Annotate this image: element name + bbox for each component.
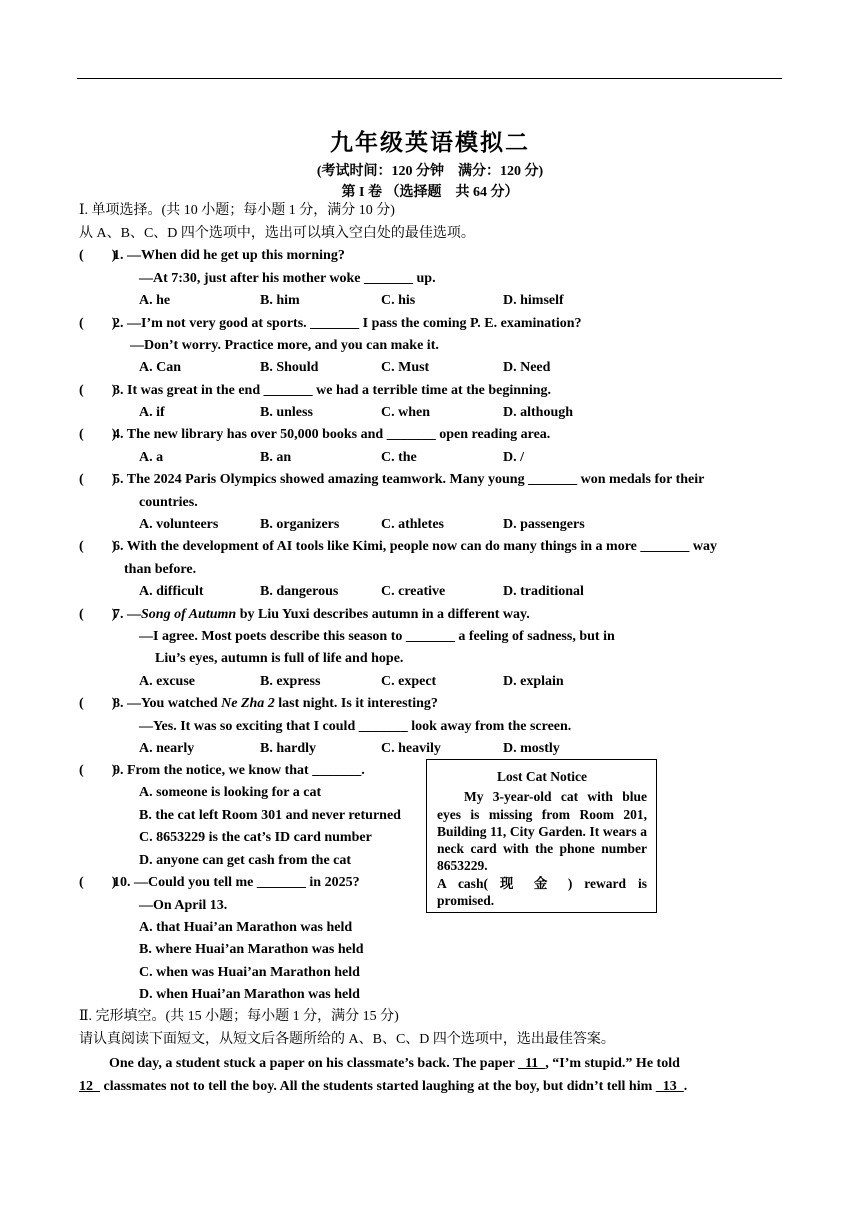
notice-title: Lost Cat Notice <box>497 769 587 784</box>
answer-paren[interactable]: ( ) <box>79 472 117 487</box>
q8-movie-title: Ne Zha 2 <box>221 696 275 711</box>
option-c[interactable]: C. heavily <box>381 741 441 756</box>
answer-paren[interactable]: ( ) <box>79 427 117 442</box>
option-c[interactable]: C. when <box>381 405 431 420</box>
option-a[interactable]: A. difficult <box>139 584 204 599</box>
section2-instruction: 请认真阅读下面短文，从短文后各题所给的 A、B、C、D 四个选项中，选出最佳答案。 <box>79 1032 615 1047</box>
question-10-reply: —On April 13. <box>139 898 228 913</box>
q8-pre: 8. —You watched <box>113 696 222 711</box>
option-b[interactable]: B. him <box>260 293 300 308</box>
option-d[interactable]: D. when Huai’an Marathon was held <box>139 987 360 1002</box>
option-c[interactable]: C. expect <box>381 674 437 689</box>
question-2-reply: —Don’t worry. Practice more, and you can make it. <box>130 338 439 353</box>
option-a[interactable]: A. a <box>139 450 164 465</box>
option-b[interactable]: B. unless <box>260 405 313 420</box>
option-b[interactable]: B. organizers <box>260 517 340 532</box>
question-9-stem: 9. From the notice, we know that _______. <box>113 763 365 778</box>
answer-paren[interactable]: ( ) <box>79 607 117 622</box>
option-b[interactable]: B. the cat left Room 301 and never returned <box>139 808 401 823</box>
section1-heading: Ⅰ. 单项选择。(共 10 小题；每小题 1 分，满分 10 分) <box>79 203 395 218</box>
question-6-stem: 6. With the development of AI tools like Kimi, people now can do many things in a more _______ way <box>113 539 717 554</box>
header-rule <box>77 78 782 79</box>
passage-line-2 <box>79 1078 687 1096</box>
option-d[interactable]: D. Need <box>503 360 551 375</box>
option-c[interactable]: C. the <box>381 450 417 465</box>
option-a[interactable]: A. he <box>139 293 171 308</box>
page-title: 九年级英语模拟二 <box>330 129 530 156</box>
answer-paren[interactable]: ( ) <box>79 539 117 554</box>
blank-11[interactable]: 11 <box>518 1056 546 1071</box>
option-d[interactable]: D. passengers <box>503 517 585 532</box>
option-b[interactable]: B. express <box>260 674 321 689</box>
exam-info: (考试时间：120 分钟 满分：120 分) <box>316 164 544 179</box>
question-5-stem: 5. The 2024 Paris Olympics showed amazing teamwork. Many young _______ won medals for their <box>113 472 705 487</box>
question-3-stem: 3. It was great in the end _______ we had a terrible time at the beginning. <box>113 383 551 398</box>
lost-cat-notice <box>426 759 657 913</box>
q7-post: by Liu Yuxi describes autumn in a different way. <box>236 607 530 622</box>
option-b[interactable]: B. an <box>260 450 292 465</box>
answer-paren[interactable]: ( ) <box>79 316 117 331</box>
option-d[interactable]: D. traditional <box>503 584 584 599</box>
question-1-stem: 1. —When did he get up this morning? <box>113 248 345 263</box>
option-d[interactable]: D. mostly <box>503 741 560 756</box>
option-a[interactable]: A. Can <box>139 360 182 375</box>
question-4-stem: 4. The new library has over 50,000 books and _______ open reading area. <box>113 427 551 442</box>
option-d[interactable]: D. although <box>503 405 574 420</box>
question-10-stem: 10. —Could you tell me _______ in 2025? <box>113 875 360 890</box>
answer-paren[interactable]: ( ) <box>79 696 117 711</box>
question-2-stem: 2. —I’m not very good at sports. _______ I pass the coming P. E. examination? <box>113 316 582 331</box>
passage-text: One day, a student stuck a paper on his classmate’s back. The paper <box>109 1056 519 1071</box>
answer-paren[interactable]: ( ) <box>79 383 117 398</box>
notice-body: My 3-year-old cat with blue eyes is missing from Room 201, Building 11, City Garden. It wears a neck card with the phone number 8653229. <box>437 789 647 874</box>
option-d[interactable]: D. explain <box>503 674 564 689</box>
q7-pre: 7. — <box>113 607 141 622</box>
option-c[interactable]: C. when was Huai’an Marathon held <box>139 965 360 980</box>
question-7-reply: —I agree. Most poets describe this season to _______ a feeling of sadness, but in <box>139 629 615 644</box>
question-5-stem-cont: countries. <box>139 495 198 510</box>
question-7-stem <box>113 606 530 624</box>
option-a[interactable]: A. nearly <box>139 741 195 756</box>
passage-text: , “I’m stupid.” He told <box>545 1056 680 1071</box>
option-c[interactable]: C. 8653229 is the cat’s ID card number <box>139 830 372 845</box>
option-c[interactable]: C. athletes <box>381 517 444 532</box>
option-c[interactable]: C. his <box>381 293 416 308</box>
section2-heading: Ⅱ. 完形填空。(共 15 小题；每小题 1 分，满分 15 分) <box>79 1009 399 1024</box>
question-1-reply: —At 7:30, just after his mother woke _______ up. <box>139 271 436 286</box>
question-7-reply-cont: Liu’s eyes, autumn is full of life and hope. <box>155 651 404 666</box>
question-6-stem-cont: than before. <box>124 562 197 577</box>
option-c[interactable]: C. Must <box>381 360 430 375</box>
option-b[interactable]: B. Should <box>260 360 319 375</box>
passage-line-1 <box>109 1055 680 1073</box>
notice-reward-cont: promised. <box>437 893 495 909</box>
passage-text: classmates not to tell the boy. All the students started laughing at the boy, but didn’t tell him <box>100 1079 656 1094</box>
part-heading: 第 I 卷 （选择题 共 64 分） <box>341 185 519 200</box>
q7-poem-title: Song of Autumn <box>141 607 237 622</box>
blank-12[interactable]: 12 <box>79 1079 100 1094</box>
q8-post: last night. Is it interesting? <box>274 696 438 711</box>
option-d[interactable]: D. / <box>503 450 524 465</box>
notice-reward: A cash( 现 金 ) reward is <box>437 875 647 891</box>
option-b[interactable]: B. where Huai’an Marathon was held <box>139 942 364 957</box>
question-8-stem <box>113 695 438 713</box>
option-a[interactable]: A. excuse <box>139 674 195 689</box>
answer-paren[interactable]: ( ) <box>79 875 117 890</box>
option-b[interactable]: B. dangerous <box>260 584 339 599</box>
option-d[interactable]: D. himself <box>503 293 564 308</box>
option-a[interactable]: A. that Huai’an Marathon was held <box>139 920 353 935</box>
option-a[interactable]: A. someone is looking for a cat <box>139 785 322 800</box>
option-a[interactable]: A. volunteers <box>139 517 219 532</box>
passage-text: . <box>683 1079 688 1094</box>
option-b[interactable]: B. hardly <box>260 741 317 756</box>
question-8-reply: —Yes. It was so exciting that I could _______ look away from the screen. <box>139 719 572 734</box>
option-d[interactable]: D. anyone can get cash from the cat <box>139 853 352 868</box>
section1-instruction: 从 A、B、C、D 四个选项中，选出可以填入空白处的最佳选项。 <box>79 226 475 241</box>
option-c[interactable]: C. creative <box>381 584 446 599</box>
option-a[interactable]: A. if <box>139 405 165 420</box>
answer-paren[interactable]: ( ) <box>79 248 117 263</box>
blank-13[interactable]: 13 <box>655 1079 684 1094</box>
answer-paren[interactable]: ( ) <box>79 763 117 778</box>
